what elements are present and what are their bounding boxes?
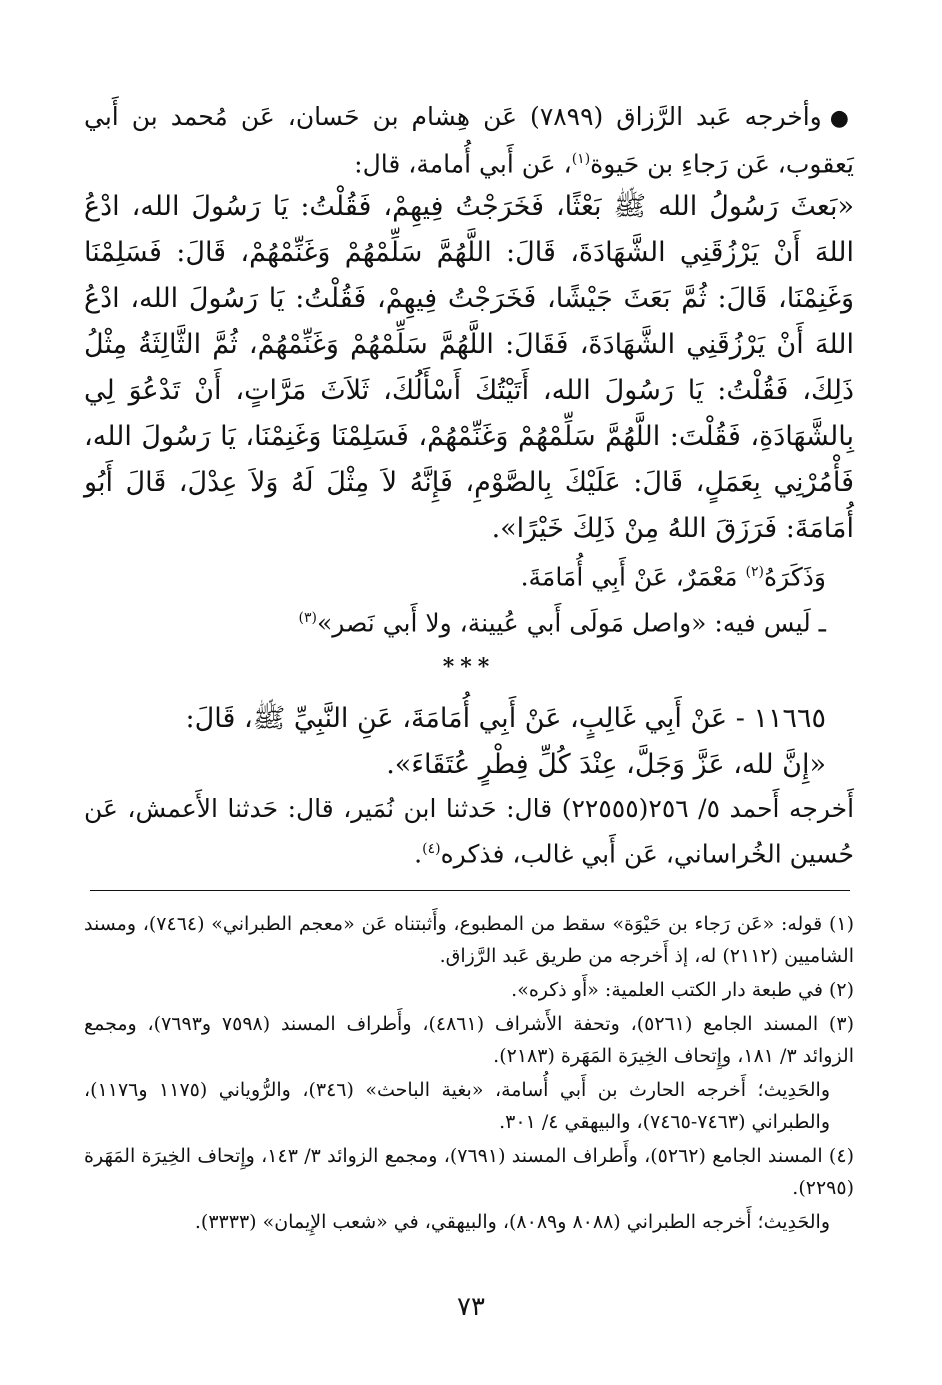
intro-paragraph [84, 96, 854, 184]
footnotes [84, 908, 854, 1240]
footnote-2: (٢) في طبعة دار الكتب العلمية: «أَو ذكره». [511, 979, 854, 1001]
takhrij-paragraph: أَخرجه أَحمد ٥/ ٢٥٦(٢٢٥٥٥) قال: حَدثنا ابن نُمَير، قال: حَدثنا الأَعمش، عَن حُسين الخُراساني، عَن أَبي غالب، فذكره$^{(٤)}$. [84, 793, 855, 869]
footnote-3-continued: والحَدِيث؛ أَخرجه الحارث بن أَبي أُسامة، «بغية الباحث» (٣٤٦)، والرُّوياني (١١٧٥ و١١٧٦)، والطبراني (٧٤٦٣-٧٤٦٥)، والبيهقي ٤/ ٣٠١. [84, 1079, 831, 1133]
footnote-4-continued: والحَدِيث؛ أَخرجه الطبراني (٨٠٨٨ و٨٠٨٩)، والبيهقي، في «شعب الإِيمان» (٣٣٣٣). [194, 1211, 830, 1233]
intro-line: وأخرجه عَبد الرَّزاق (٧٨٩٩) عَن هِشام بن حَسان، عَن مُحمد بن أَبي يَعقوب، عَن رَجاءِ بن حَيوة [84, 102, 854, 179]
bullet-icon: ● [829, 106, 854, 131]
footnote-1: (١) قوله: «عَن رَجاء بن حَيْوَة» سقط من المطبوع، وأَثبتناه عَن «معجم الطبراني» (٧٤٦٤)، ومسند الشاميين (٢١١٢) له، إذ أَخرجه من طريق عَبد الرَّزاق. [84, 913, 855, 967]
footnote-ref-3[interactable]: (٣) [298, 609, 317, 626]
footnote-ref-4[interactable]: (٤) [422, 840, 441, 857]
footnote-4: (٤) المسند الجامع (٥٢٦٢)، وأَطراف المسند (٧٦٩١)، ومجمع الزوائد ٣/ ١٤٣، وإِتحاف الخِيرَة المَهَرة (٢٢٩٥). [84, 1145, 854, 1199]
laysa-fihi-line: ـ لَيس فيه: «واصل مَولَى أَبي عُيينة، ولا أَبي نَصر»$^{(٣)}$ [298, 607, 826, 637]
hadith-text: «بَعثَ رَسُولُ الله ﷺ بَعْثًا، فَخَرَجْتُ فِيهِمْ، فَقُلْتُ: يَا رَسُولَ الله، ادْعُ اللهَ أَنْ يَرْزُقَنِي الشَّهَادَةَ، قَالَ: اللَّهُمَّ سَلِّمْهُمْ وَغَنِّمْهُمْ، قَالَ: فَسَلِمْنَا وَغَنِمْنَا، قَالَ: ثُمَّ بَعَثَ جَيْشًا، فَخَرَجْتُ فِيهِمْ، فَقُلْتُ: يَا رَسُولَ الله، ادْعُ اللهَ أَنْ يَرْزُقَنِي الشَّهَادَةَ، فَقَالَ: اللَّهُمَّ سَلِّمْهُمْ وَغَنِّمْهُمْ، ثُمَّ الثَّالِثَةُ مِثْلُ ذَلِكَ، فَقُلْتُ: يَا رَسُولَ الله، أَتَيْتُكَ أَسْأَلُكَ، ثَلاَثَ مَرَّاتٍ، أَنْ تَدْعُوَ لِي بِالشَّهَادَةِ، فَقُلْتَ: اللَّهُمَّ سَلِّمْهُمْ وَغَنِّمْهُمْ، فَسَلِمْنَا وَغَنِمْنَا، يَا رَسُولَ الله، فَأْمُرْنِي بِعَمَلٍ، قَالَ: عَلَيْكَ بِالصَّوْمِ، فَإِنَّهُ لاَ مِثْلَ لَهُ وَلاَ عِدْلَ، قَالَ أَبُو أُمَامَةَ: فَرَزَقَ اللهُ مِنْ ذَلِكَ خَيْرًا». [84, 191, 854, 545]
main-text [84, 96, 854, 874]
hadith-number: ١١٦٦٥ - [735, 702, 826, 734]
footnote-3: (٣) المسند الجامع (٥٢٦١)، وتحفة الأَشراف (٤٨٦١)، وأَطراف المسند (٧٥٩٨ و٧٦٩٣)، ومجمع الزوائد ٣/ ١٨١، وإِتحاف الخِيرَة المَهَرة (٢١٨٣). [84, 1013, 854, 1067]
hadith-11665-matn: «إِنَّ لله، عَزَّ وَجَلَّ، عِنْدَ كُلِّ فِطْرٍ عُتَقَاءَ». [386, 748, 826, 780]
hadith-11665-isnad: ١١٦٦٥ - عَنْ أَبِي غَالِبٍ، عَنْ أَبِي أُمَامَةَ، عَنِ النَّبِيِّ ﷺ، قَالَ: [185, 702, 826, 734]
section-separator: *** [442, 653, 496, 680]
page-number: ٧٣ [457, 1292, 485, 1322]
footnote-ref-2[interactable]: (٢) [745, 564, 764, 581]
footnote-divider [90, 890, 850, 891]
footnote-ref-1[interactable]: (١) [571, 151, 591, 167]
dhakarahu-line: وَذَكَرَهُ$^{(٢)}$ مَعْمَرٌ، عَنْ أَبِي أُمَامَةَ. [520, 562, 826, 592]
intro-tail: ، عَن أَبي أُمامة، قال: [354, 149, 572, 179]
